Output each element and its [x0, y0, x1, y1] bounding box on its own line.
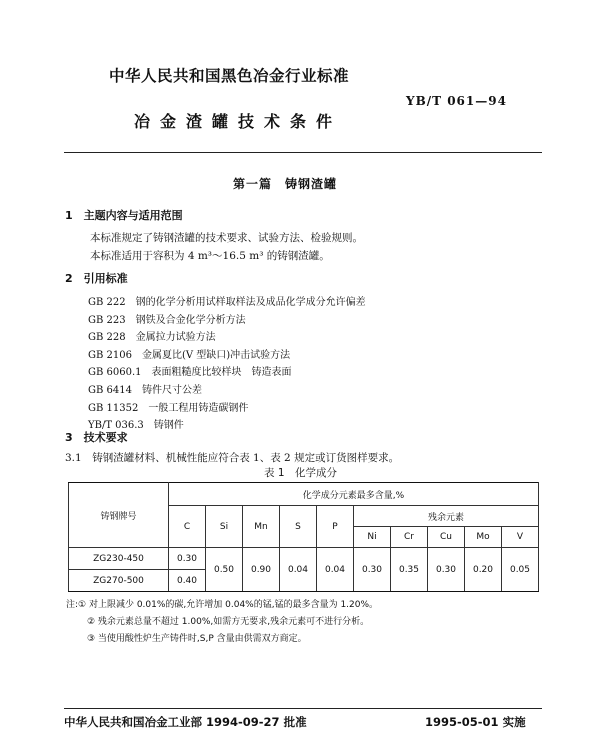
col-header-S: S — [280, 506, 317, 548]
reference-item: GB 6060.1 表面粗糙度比较样块 铸造表面 — [88, 367, 292, 378]
p-cell: 0.04 — [317, 548, 354, 592]
standard-code: YB/T 061—94 — [406, 94, 507, 108]
document-title: 冶金渣罐技术条件 — [134, 112, 343, 131]
reference-item: GB 228 金属拉力试验方法 — [88, 332, 216, 343]
grade-cell: ZG270-500 — [69, 570, 169, 592]
section-1-para-1: 本标准规定了铸钢渣罐的技术要求、试验方法、检验规则。 — [90, 232, 363, 244]
col-header-V: V — [502, 527, 539, 548]
ni-cell: 0.30 — [354, 548, 391, 592]
reference-item: GB 222 钢的化学分析用试样取样法及成品化学成分允许偏差 — [88, 297, 366, 308]
cr-cell: 0.35 — [391, 548, 428, 592]
col-header-P: P — [317, 506, 354, 548]
table-note-1: 注:① 对上限减少 0.01%的碳,允许增加 0.04%的锰,锰的最多含量为 1.20%。 — [66, 600, 379, 610]
header-divider — [64, 152, 542, 153]
mo-cell: 0.20 — [465, 548, 502, 592]
table-caption: 表 1 化学成分 — [264, 467, 338, 479]
section-3-heading: 3 技术要求 — [65, 431, 128, 444]
carbon-cell: 0.40 — [169, 570, 206, 592]
cu-cell: 0.30 — [428, 548, 465, 592]
v-cell: 0.05 — [502, 548, 539, 592]
s-cell: 0.04 — [280, 548, 317, 592]
reference-item: GB 6414 铸件尺寸公差 — [88, 385, 202, 396]
composition-header: 化学成分元素最多含量,% — [169, 483, 539, 506]
col-header-Cu: Cu — [428, 527, 465, 548]
clause-3-1: 3.1 铸钢渣罐材料、机械性能应符合表 1、表 2 规定或订货图样要求。 — [65, 452, 400, 464]
residual-header: 残余元素 — [354, 506, 539, 527]
implementation-date: 1995-05-01 实施 — [425, 715, 526, 729]
reference-item: GB 2106 金属夏比(V 型缺口)冲击试验方法 — [88, 350, 291, 361]
approval-line: 中华人民共和国冶金工业部 1994-09-27 批准 — [64, 715, 307, 729]
table-note-2: ② 残余元素总量不超过 1.00%,如需方无要求,残余元素可不进行分析。 — [87, 617, 370, 627]
part-title: 第一篇 铸钢渣罐 — [233, 177, 338, 191]
col-header-Mn: Mn — [243, 506, 280, 548]
col-header-Cr: Cr — [391, 527, 428, 548]
footer-divider — [64, 708, 542, 709]
col-header-Si: Si — [206, 506, 243, 548]
chemical-composition-table — [68, 482, 539, 592]
si-cell: 0.50 — [206, 548, 243, 592]
grade-cell: ZG230-450 — [69, 548, 169, 570]
grade-header: 铸钢牌号 — [69, 483, 169, 548]
carbon-cell: 0.30 — [169, 548, 206, 570]
table-row — [69, 548, 539, 570]
reference-item: GB 223 钢铁及合金化学分析方法 — [88, 315, 246, 326]
section-1-para-2: 本标准适用于容积为 4 m³～16.5 m³ 的铸钢渣罐。 — [90, 250, 330, 262]
reference-item: GB 11352 一般工程用铸造碳钢件 — [88, 403, 249, 414]
mn-cell: 0.90 — [243, 548, 280, 592]
section-2-heading: 2 引用标准 — [65, 272, 128, 285]
col-header-Mo: Mo — [465, 527, 502, 548]
section-1-heading: 1 主题内容与适用范围 — [65, 209, 183, 222]
col-header-Ni: Ni — [354, 527, 391, 548]
issuing-organization: 中华人民共和国黑色冶金行业标准 — [109, 67, 350, 85]
reference-item: YB/T 036.3 铸钢件 — [88, 420, 184, 431]
col-header-C: C — [169, 506, 206, 548]
table-note-3: ③ 当使用酸性炉生产铸件时,S,P 含量由供需双方商定。 — [87, 634, 307, 644]
